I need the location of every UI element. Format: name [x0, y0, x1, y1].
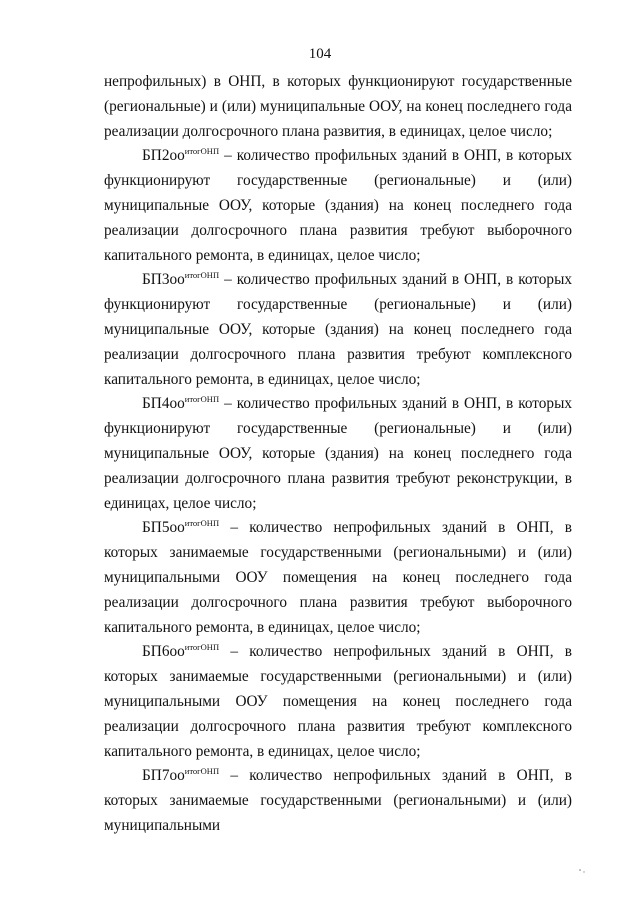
definition-paragraph-bp5 — [104, 516, 572, 640]
paragraph-continuation — [104, 70, 572, 144]
term-bp7: $БП7оо^{итогОНП}$ — [142, 766, 220, 785]
definition-paragraph-bp6 — [104, 640, 572, 764]
definition-text: – количество профильных зданий в ОНП, в которых функционируют государственные (региональные) и (или) муниципальные ООУ, которые (здания) на конец последнего года реализации долгосрочного плана развития требуют комплексного капитального ремонта, в единицах, целое число; — [104, 271, 572, 388]
term-bp3: $БП3оо^{итогОНП}$ — [142, 270, 220, 289]
definition-paragraph-bp2 — [104, 144, 572, 268]
page-number: 104 — [308, 46, 332, 62]
term-bp4: $БП4оо^{итогОНП}$ — [142, 394, 220, 413]
term-superscript: итогОНП — [184, 766, 220, 777]
definition-text: – количество непрофильных зданий в ОНП, в которых занимаемые государственными (региональными) и (или) муниципальными ООУ помещения на конец последнего года реализации долгосрочного плана развития требуют комплексного капитального ремонта, в единицах, целое число; — [104, 643, 572, 760]
definition-paragraph-bp3 — [104, 268, 572, 392]
definition-text: – количество непрофильных зданий в ОНП, в которых занимаемые государственными (региональными) и (или) муниципальными — [104, 767, 572, 834]
definition-paragraph-bp7 — [104, 764, 572, 838]
term-superscript: итогОНП — [184, 518, 220, 529]
paragraph-text: непрофильных) в ОНП, в которых функционируют государственные (региональные) и (или) муниципальные ООУ, на конец последнего года реализации долгосрочного плана развития, в единицах, целое число; — [104, 73, 572, 140]
term-superscript: итогОНП — [184, 394, 220, 405]
body-text — [104, 70, 572, 839]
term-superscript: итогОНП — [184, 270, 220, 281]
definition-text: – количество непрофильных зданий в ОНП, в которых занимаемые государственными (региональными) и (или) муниципальными ООУ помещения на конец последнего года реализации долгосрочного плана развития требуют выборочного капитального ремонта, в единицах, целое число; — [104, 519, 572, 636]
definition-paragraph-bp4 — [104, 392, 572, 516]
scan-speck-icon — [578, 868, 586, 874]
term-bp2: $БП2оо^{итогОНП}$ — [142, 146, 220, 165]
term-superscript: итогОНП — [184, 146, 220, 157]
term-superscript: итогОНП — [184, 642, 220, 653]
definition-text: – количество профильных зданий в ОНП, в которых функционируют государственные (региональные) и (или) муниципальные ООУ, которые (здания) на конец последнего года реализации долгосрочного плана развития требуют реконструкции, в единицах, целое число; — [104, 395, 572, 512]
term-bp6: $БП6оо^{итогОНП}$ — [142, 642, 220, 661]
term-bp5: $БП5оо^{итогОНП}$ — [142, 518, 220, 537]
definition-text: – количество профильных зданий в ОНП, в которых функционируют государственные (региональные) и (или) муниципальные ООУ, которые (здания) на конец последнего года реализации долгосрочного плана развития требуют выборочного капитального ремонта, в единицах, целое число; — [104, 147, 572, 264]
